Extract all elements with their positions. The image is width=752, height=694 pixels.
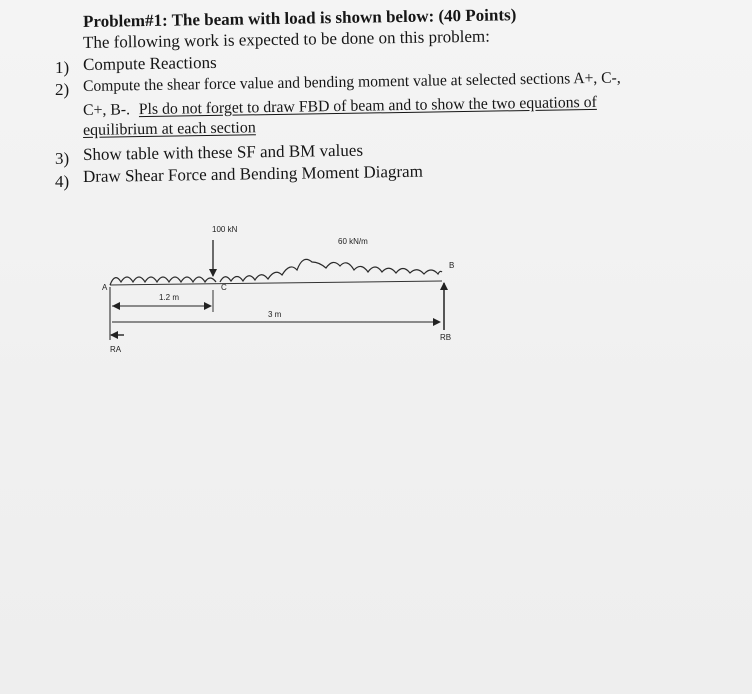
point-a-label: A — [102, 283, 108, 292]
point-load-label: 100 kN — [212, 225, 238, 234]
item-2-text: Compute the shear force value and bending moment value at selected sections A+, C-, — [82, 69, 621, 95]
item-4-number: 4) — [55, 172, 70, 191]
problem-intro: The following work is expected to be done on this problem: — [82, 26, 491, 52]
item-1-number: 1) — [55, 58, 70, 77]
item-4-text: Draw Shear Force and Bending Moment Diagram — [82, 161, 424, 186]
item-2-fbd-note: Pls do not forget to draw FBD of beam and to show the two equations of — [138, 93, 597, 119]
dimension-ab-label: 3 m — [268, 310, 282, 319]
point-c-label: C — [221, 283, 227, 292]
item-2-fbd-note-end: equilibrium at each section — [82, 119, 256, 139]
problem-title-label: Problem#1: — [82, 10, 168, 31]
distributed-load-right — [220, 259, 442, 282]
problem-title-text: The beam with load is shown below: (40 Points) — [171, 5, 517, 30]
item-2-sections: C+, B-. — [82, 101, 131, 119]
point-b-label: B — [449, 261, 455, 270]
item-3-number: 3) — [55, 149, 70, 168]
item-1-text: Compute Reactions — [82, 52, 217, 74]
item-2-number: 2) — [55, 80, 70, 99]
item-3-text: Show table with these SF and BM values — [82, 140, 364, 164]
dimension-ac-label: 1.2 m — [159, 293, 180, 302]
beam-line — [110, 281, 442, 285]
reaction-b-label: RB — [440, 333, 452, 342]
reaction-a-label: RA — [110, 345, 122, 354]
distributed-load-label: 60 kN/m — [338, 237, 368, 246]
